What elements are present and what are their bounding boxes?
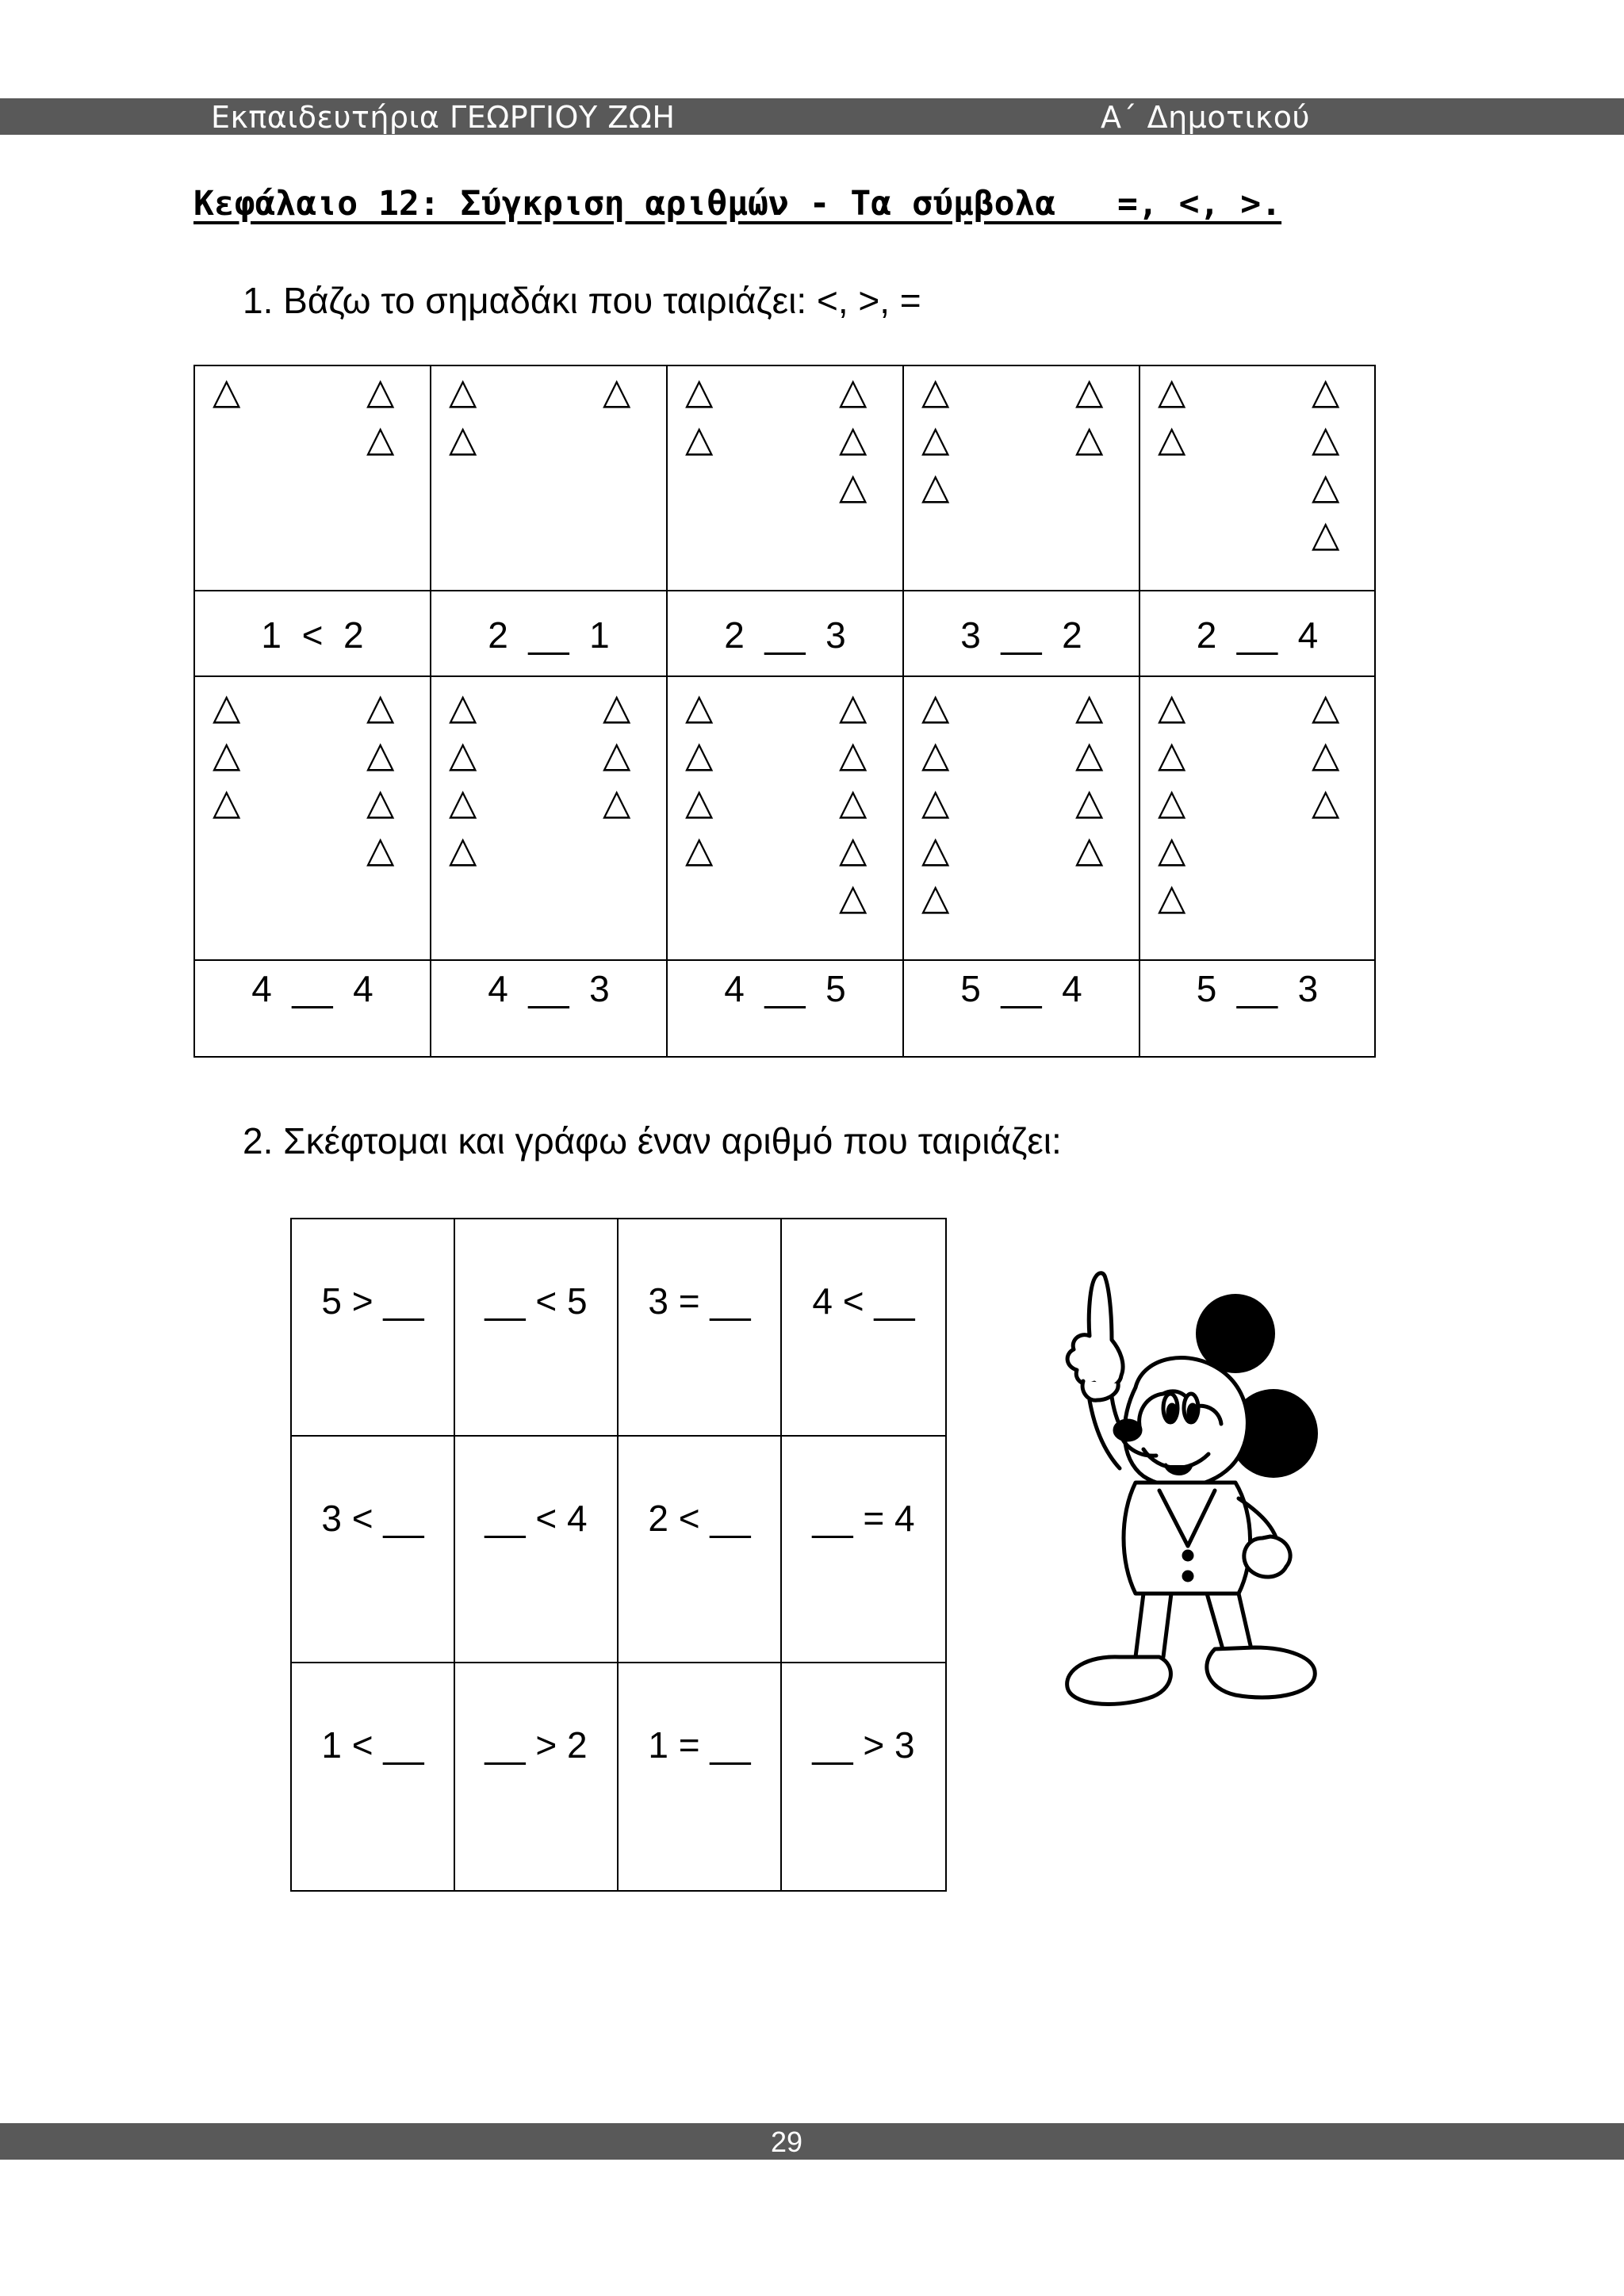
comparison-cell[interactable]	[666, 590, 904, 677]
fill-number-text: 4 < __	[812, 1280, 915, 1322]
fill-number-text: 3 < __	[321, 1498, 424, 1539]
fill-number-cell[interactable]	[780, 1662, 947, 1892]
fill-number-cell[interactable]	[617, 1662, 782, 1892]
triangle-cell	[430, 675, 668, 961]
triangle-icon: △	[921, 417, 950, 460]
triangle-icon: △	[366, 369, 395, 412]
triangle-icon: △	[839, 875, 868, 918]
triangle-icon: △	[449, 417, 477, 460]
triangle-icon: △	[366, 733, 395, 775]
fill-number-text: 2 < __	[648, 1498, 751, 1539]
triangle-icon: △	[1075, 685, 1104, 728]
fill-number-cell[interactable]	[454, 1435, 619, 1663]
triangle-icon: △	[1075, 780, 1104, 823]
triangle-cell	[430, 365, 668, 591]
comparison-text: 5 __ 3	[1196, 968, 1319, 1009]
triangle-icon: △	[1075, 733, 1104, 775]
triangle-icon: △	[213, 685, 241, 728]
triangle-icon: △	[921, 780, 950, 823]
triangle-icon: △	[603, 733, 631, 775]
triangle-icon: △	[603, 685, 631, 728]
triangle-cell	[193, 365, 431, 591]
comparison-text: 4 __ 5	[724, 968, 846, 1009]
triangle-icon: △	[921, 828, 950, 871]
triangle-icon: △	[1158, 875, 1186, 918]
triangle-icon: △	[449, 828, 477, 871]
triangle-cell	[193, 675, 431, 961]
triangle-icon: △	[1158, 417, 1186, 460]
triangle-icon: △	[921, 875, 950, 918]
fill-number-text: __ < 5	[485, 1280, 588, 1322]
triangle-icon: △	[1075, 417, 1104, 460]
exercise-1-heading: 1. Βάζω το σημαδάκι που ταιριάζει: <, >, =	[243, 280, 921, 321]
triangle-icon: △	[1075, 828, 1104, 871]
triangle-icon: △	[1158, 685, 1186, 728]
comparison-cell[interactable]	[902, 590, 1140, 677]
comparison-cell[interactable]	[193, 590, 431, 677]
header-grade: Α΄ Δημοτικού	[1101, 100, 1310, 135]
triangle-icon: △	[449, 780, 477, 823]
triangle-cell	[666, 365, 904, 591]
triangle-icon: △	[366, 685, 395, 728]
triangle-icon: △	[449, 733, 477, 775]
triangle-icon: △	[449, 685, 477, 728]
triangle-icon: △	[603, 780, 631, 823]
triangle-icon: △	[839, 685, 868, 728]
triangle-icon: △	[685, 780, 714, 823]
triangle-cell	[902, 675, 1140, 961]
comparison-cell[interactable]	[666, 959, 904, 1058]
mickey-mouse-illustration	[1001, 1261, 1334, 1736]
triangle-icon: △	[603, 369, 631, 412]
triangle-icon: △	[921, 733, 950, 775]
triangle-icon: △	[213, 780, 241, 823]
triangle-icon: △	[213, 733, 241, 775]
header-school-name: Εκπαιδευτήρια ΓΕΩΡΓΙΟΥ ΖΩΗ	[211, 100, 676, 135]
fill-number-cell[interactable]	[617, 1435, 782, 1663]
triangle-icon: △	[839, 780, 868, 823]
comparison-cell[interactable]	[1139, 590, 1376, 677]
fill-number-text: __ > 3	[812, 1724, 915, 1766]
comparison-text: 2 __ 1	[488, 614, 610, 656]
comparison-text: 2 __ 3	[724, 614, 846, 656]
triangle-cell	[1139, 365, 1376, 591]
triangle-icon: △	[1312, 512, 1340, 555]
fill-number-cell[interactable]	[290, 1218, 455, 1437]
fill-number-cell[interactable]	[617, 1218, 782, 1437]
triangle-icon: △	[839, 465, 868, 507]
triangle-icon: △	[685, 369, 714, 412]
fill-number-text: 1 < __	[321, 1724, 424, 1766]
triangle-icon: △	[685, 828, 714, 871]
chapter-title: Κεφάλαιο 12: Σύγκριση αριθμών - Τα σύμβολα =, <, >.	[193, 184, 1282, 224]
fill-number-text: 5 > __	[321, 1280, 424, 1322]
fill-number-text: __ < 4	[485, 1498, 588, 1539]
triangle-icon: △	[1312, 465, 1340, 507]
triangle-icon: △	[1158, 780, 1186, 823]
triangle-icon: △	[1158, 733, 1186, 775]
triangle-icon: △	[1312, 780, 1340, 823]
comparison-cell[interactable]	[902, 959, 1140, 1058]
fill-number-cell[interactable]	[290, 1662, 455, 1892]
comparison-cell[interactable]	[193, 959, 431, 1058]
triangle-icon: △	[1312, 733, 1340, 775]
fill-number-cell[interactable]	[780, 1435, 947, 1663]
fill-number-cell[interactable]	[454, 1218, 619, 1437]
triangle-icon: △	[839, 828, 868, 871]
triangle-icon: △	[366, 780, 395, 823]
triangle-icon: △	[921, 369, 950, 412]
comparison-text: 1 < 2	[261, 614, 364, 656]
exercise-2-grid	[290, 1218, 947, 1892]
fill-number-text: __ = 4	[812, 1498, 915, 1539]
triangle-icon: △	[449, 369, 477, 412]
triangle-icon: △	[685, 417, 714, 460]
fill-number-cell[interactable]	[780, 1218, 947, 1437]
fill-number-text: __ > 2	[485, 1724, 588, 1766]
fill-number-text: 3 = __	[648, 1280, 751, 1322]
comparison-cell[interactable]	[430, 959, 668, 1058]
comparison-text: 2 __ 4	[1196, 614, 1319, 656]
comparison-cell[interactable]	[1139, 959, 1376, 1058]
fill-number-cell[interactable]	[290, 1435, 455, 1663]
triangle-icon: △	[1312, 369, 1340, 412]
triangle-icon: △	[839, 417, 868, 460]
page-number: 29	[770, 2126, 803, 2158]
comparison-text: 4 __ 4	[251, 968, 373, 1009]
triangle-icon: △	[1075, 369, 1104, 412]
triangle-icon: △	[1158, 828, 1186, 871]
triangle-icon: △	[839, 733, 868, 775]
exercise-2-heading: 2. Σκέφτομαι και γράφω έναν αριθμό που ταιριάζει:	[243, 1120, 1062, 1161]
comparison-text: 5 __ 4	[960, 968, 1082, 1009]
triangle-icon: △	[1312, 685, 1340, 728]
triangle-icon: △	[839, 369, 868, 412]
triangle-icon: △	[685, 685, 714, 728]
triangle-icon: △	[1158, 369, 1186, 412]
triangle-icon: △	[366, 417, 395, 460]
triangle-icon: △	[1312, 417, 1340, 460]
comparison-text: 3 __ 2	[960, 614, 1082, 656]
triangle-icon: △	[921, 465, 950, 507]
triangle-icon: △	[366, 828, 395, 871]
triangle-cell	[666, 675, 904, 961]
fill-number-text: 1 = __	[648, 1724, 751, 1766]
fill-number-cell[interactable]	[454, 1662, 619, 1892]
exercise-1-grid	[193, 365, 1376, 1058]
triangle-icon: △	[213, 369, 241, 412]
triangle-cell	[1139, 675, 1376, 961]
triangle-icon: △	[921, 685, 950, 728]
comparison-cell[interactable]	[430, 590, 668, 677]
comparison-text: 4 __ 3	[488, 968, 610, 1009]
triangle-cell	[902, 365, 1140, 591]
triangle-icon: △	[685, 733, 714, 775]
